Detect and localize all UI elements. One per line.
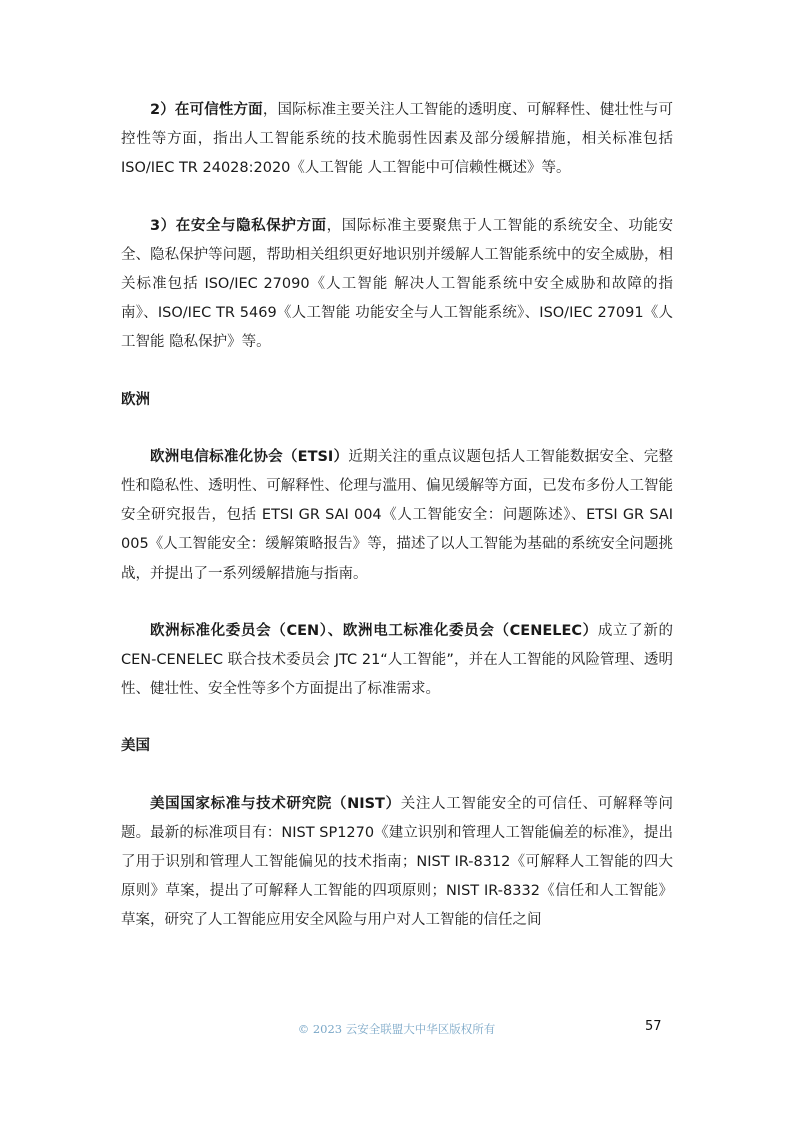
- paragraph-etsi: [121, 443, 673, 589]
- document-body: [121, 96, 673, 964]
- paragraph-nist: [121, 790, 673, 936]
- paragraph-lead: 欧洲标准化委员会（CEN）、欧洲电工标准化委员会（CENELEC）: [150, 622, 598, 639]
- paragraph-lead: 美国国家标准与技术研究院（NIST）: [150, 795, 401, 812]
- paragraph-reliability: [121, 96, 673, 184]
- paragraph-text: ，国际标准主要聚焦于人工智能的系统安全、功能安全、隐私保护等问题，帮助相关组织更好地识别并缓解人工智能系统中的安全威胁，相关标准包括 ISO/IEC 27090《人工智能 解决人工智能系统中安全威胁和故障的指南》、ISO/IEC TR 5469《人工智能 功能安全与人工智能系统》、ISO/IEC 27091《人工智能 隐私保护》等。: [121, 217, 674, 351]
- copyright-notice: © 2023 云安全联盟大中华区版权所有: [297, 1022, 496, 1036]
- paragraph-text: 成立了新的CEN-CENELEC 联合技术委员会 JTC 21“人工智能”，并在人工智能的风险管理、透明性、健壮性、安全性等多个方面提出了标准需求。: [121, 622, 673, 698]
- section-heading-usa: 美国: [121, 738, 150, 755]
- paragraph-cen-cenelec: [121, 617, 673, 705]
- paragraph-text: 近期关注的重点议题包括人工智能数据安全、完整性和隐私性、透明性、可解释性、伦理与滥用、偏见缓解等方面，已发布多份人工智能安全研究报告，包括 ETSI GR SAI 004《人工智能安全：问题陈述》、ETSI GR SAI 005《人工智能安全：缓解策略报告》等，描述了以人工智能为基础的系统安全问题挑战，并提出了一系列缓解措施与指南。: [121, 448, 673, 582]
- paragraph-text: ，国际标准主要关注人工智能的透明度、可解释性、健壮性与可控性等方面，指出人工智能系统的技术脆弱性因素及部分缓解措施，相关标准包括 ISO/IEC TR 24028:2020《人工智能 人工智能中可信赖性概述》等。: [121, 102, 673, 177]
- page-number: 57: [645, 1019, 662, 1034]
- paragraph-lead: 欧洲电信标准化协会（ETSI）: [150, 448, 349, 465]
- page-footer: [0, 1019, 793, 1039]
- paragraph-text: 关注人工智能安全的可信任、可解释等问题。最新的标准项目有：NIST SP1270《建立识别和管理人工智能偏差的标准》，提出了用于识别和管理人工智能偏见的技术指南；NIST IR-8312《可解释人工智能的四大原则》草案，提出了可解释人工智能的四项原则；NIST IR-8332《信任和人工智能》草案，研究了人工智能应用安全风险与用户对人工智能的信任之间: [121, 795, 673, 929]
- paragraph-lead: 3）在安全与隐私保护方面: [150, 217, 327, 234]
- paragraph-security-privacy: [121, 212, 673, 358]
- paragraph-lead: 2）在可信性方面: [150, 102, 263, 118]
- section-heading-europe: 欧洲: [121, 391, 150, 408]
